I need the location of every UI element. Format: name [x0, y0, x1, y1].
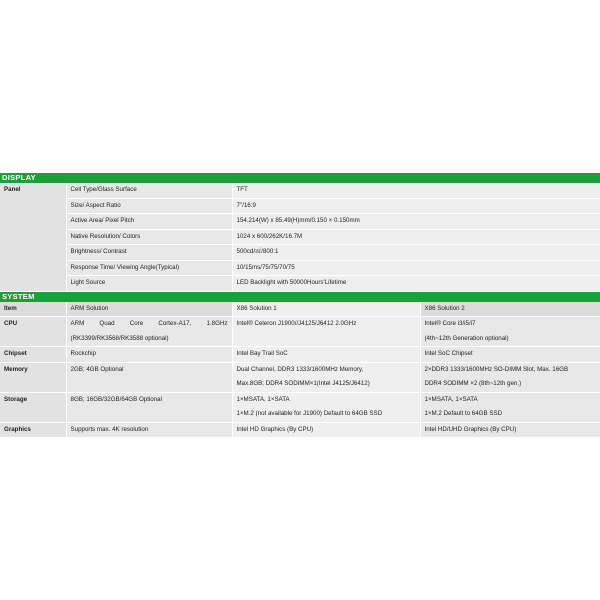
spec-value: 1024 x 600/262K/16.7M — [232, 229, 600, 245]
spec-name: Brightness/ Contrast — [66, 245, 232, 261]
graphics-arm: Supports max. 4K resolution — [66, 422, 232, 438]
storage-arm-text: 8GB; 16GB/32GB/64GB Optional — [70, 395, 162, 403]
table-row — [0, 317, 600, 347]
spec-value: 7"/16:9 — [232, 198, 600, 214]
spec-name: Size/ Aspect Ratio — [66, 198, 232, 214]
memory-x86-1 — [232, 362, 420, 392]
chipset-arm: Rockchip — [66, 347, 232, 363]
table-row — [0, 347, 600, 363]
row-label-graphics: Graphics — [0, 422, 66, 438]
spec-value: 154.214(W) x 85.49(H)mm/0.150 × 0.150mm — [232, 214, 600, 230]
row-label-memory: Memory — [0, 362, 66, 392]
spec-name: Native Resolution/ Colors — [66, 229, 232, 245]
storage-x86-2 — [420, 392, 600, 422]
spec-value: TFT — [232, 183, 600, 198]
cpu-x86-1-text: Intel® Celeron J1900//J4125/J6412 2.0GHz — [236, 320, 357, 327]
chipset-x86-2: Intel SoC Chipset — [420, 347, 600, 363]
row-label-cpu: CPU — [0, 317, 66, 347]
table-row — [0, 214, 600, 230]
memory-arm-text: 2GB; 4GB Optional — [70, 365, 124, 373]
spec-value: 500cd/㎡/800:1 — [232, 245, 600, 261]
graphics-x86-1: Intel HD Graphics (By CPU) — [232, 422, 420, 438]
word: Core — [129, 320, 144, 327]
word: 1.8GHz — [206, 320, 228, 327]
spec-value: 10/15ms/75/75/70/75 — [232, 260, 600, 276]
column-header-x86-2: X86 Solution 2 — [420, 302, 600, 317]
storage-x86-1-line1: 1×MSATA, 1×SATA — [236, 395, 290, 403]
memory-x86-1-line1: Dual Channel, DDR3 1333/1600MHz Memory, — [236, 365, 364, 373]
system-table — [0, 302, 600, 439]
display-section-header: DISPLAY — [0, 173, 600, 183]
table-row — [0, 198, 600, 214]
spec-name: Response Time/ Viewing Angle(Typical) — [66, 260, 232, 276]
table-row — [0, 229, 600, 245]
word: Cortex-A17, — [158, 320, 192, 327]
chipset-x86-1: Intel Bay Trail SoC — [232, 347, 420, 363]
row-label-chipset: Chipset — [0, 347, 66, 363]
row-label-storage: Storage — [0, 392, 66, 422]
spec-name: Cell Type/Glass Surface — [66, 183, 232, 198]
cpu-arm-line2: (RK3399/RK3568/RK3588 optional) — [70, 334, 169, 342]
table-row — [0, 362, 600, 392]
panel-label: Panel — [0, 183, 66, 291]
memory-x86-2-line1: 2×DDR3 1333/1600MHz SO-DIMM Slot, Max. 16GB — [424, 365, 569, 373]
table-row — [0, 260, 600, 276]
spec-value: LED Backlight with 50000Hours'Lifetime — [232, 276, 600, 292]
word: Quad — [99, 320, 115, 327]
cpu-x86-2-line2: (4th~12th Generation optional) — [424, 334, 509, 342]
system-section-header: SYSTEM — [0, 292, 600, 302]
memory-x86-2-line2: DDR4 SODIMM ×2 (8th~12th gen.) — [424, 380, 522, 387]
spec-sheet — [0, 173, 600, 438]
spec-name: Light Source — [66, 276, 232, 292]
cpu-arm — [66, 317, 232, 347]
table-row — [0, 392, 600, 422]
cpu-arm-line1 — [71, 317, 228, 332]
storage-x86-2-line2: 1×M.2 Default to 64GB SSD — [424, 410, 503, 417]
cpu-x86-1 — [232, 317, 420, 347]
storage-x86-1-line2: 1×M.2 (not available for J1900) Default to 64GB SSD — [236, 410, 383, 417]
storage-x86-2-line1: 1×MSATA, 1×SATA — [424, 395, 478, 403]
cpu-x86-2-line1: Intel® Core i3/i5/i7 — [424, 320, 476, 327]
table-row — [0, 276, 600, 292]
table-row — [0, 245, 600, 261]
column-header-item: Item — [0, 302, 66, 317]
column-header-x86-1: X86 Solution 1 — [232, 302, 420, 317]
storage-arm — [66, 392, 232, 422]
memory-x86-2 — [420, 362, 600, 392]
memory-arm — [66, 362, 232, 392]
display-table — [0, 183, 600, 292]
cpu-x86-2 — [420, 317, 600, 347]
memory-x86-1-line2: Max.8GB; DDR4 SODIMM×1(Intel J4125/J6412) — [236, 380, 370, 387]
spec-name: Active Area/ Pixel Pitch — [66, 214, 232, 230]
column-header-arm: ARM Solution — [66, 302, 232, 317]
graphics-x86-2: Intel HD/UHD Graphics (By CPU) — [420, 422, 600, 438]
table-row — [0, 422, 600, 438]
storage-x86-1 — [232, 392, 420, 422]
word: ARM — [70, 320, 85, 327]
table-header-row — [0, 302, 600, 317]
table-row — [0, 183, 600, 198]
